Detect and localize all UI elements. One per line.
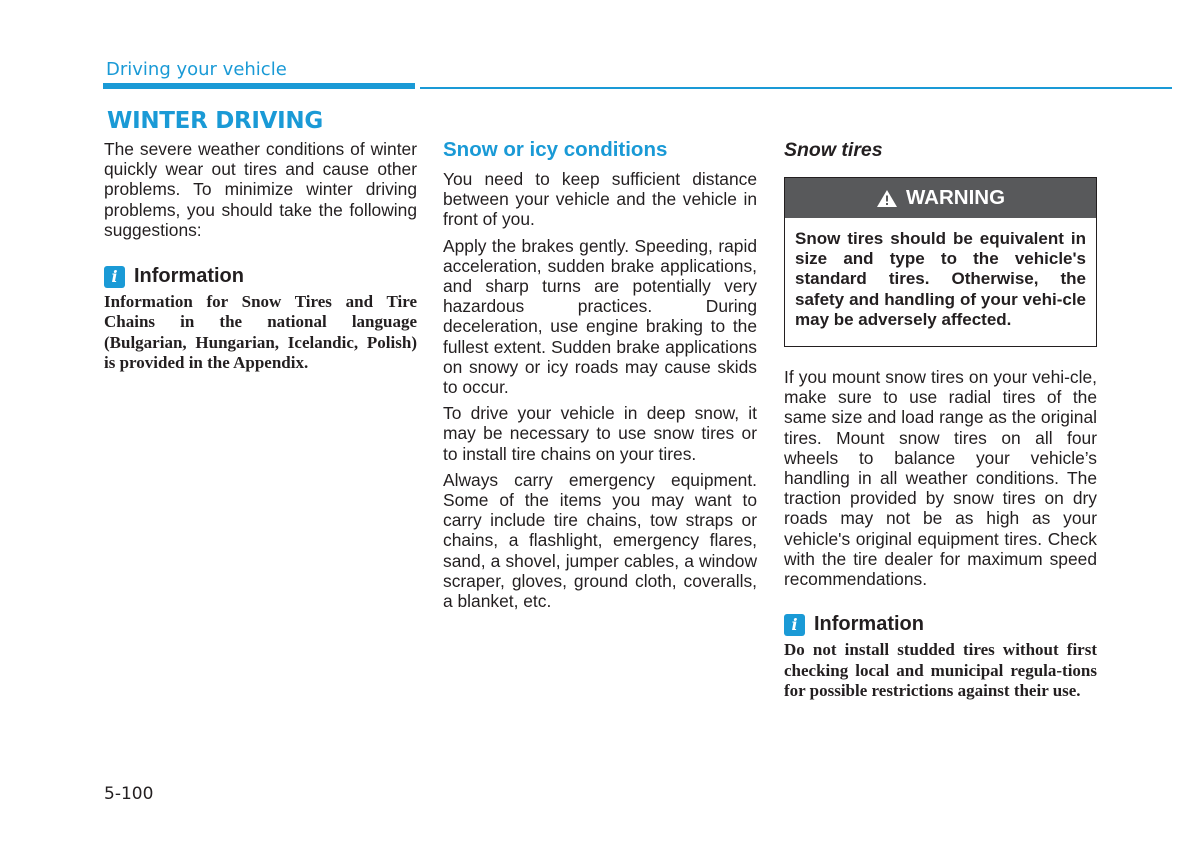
paragraph-braking: Apply the brakes gently. Speeding, rapid acceleration, sudden brake applications, and sharp turns are potentially very hazardous practices. During deceleration, use engine braking to the fullest extent. Sudden brake applications on snowy or icy roads may cause skids to occur. — [443, 235, 757, 398]
column-1 — [104, 139, 417, 373]
information-title: Information — [134, 265, 244, 288]
info-icon: i — [104, 266, 125, 288]
warning-header — [785, 178, 1096, 218]
warning-box — [784, 177, 1097, 347]
page-number: 5-100 — [104, 784, 154, 804]
information-header-2 — [784, 613, 1097, 636]
warning-text: Snow tires should be equivalent in size and type to the vehicle's standard tires. Otherwise, the safety and handling of your vehi-cle may be adversely affected. — [795, 229, 1086, 329]
paragraph-mount-snow-tires: If you mount snow tires on your vehi-cle, make sure to use radial tires of the same size and load range as the original tires. Mount snow tires on all four wheels to balance your vehicle’s handling in all weather conditions. The traction provided by snow tires on dry roads may not be as high as your vehicle's original equipment tires. Check with the tire dealer for maximum speed recommendations. — [784, 367, 1097, 590]
warning-title: WARNING — [905, 186, 1006, 209]
header-rule-thin — [420, 87, 1172, 89]
information-block — [104, 265, 417, 373]
page-title: WINTER DRIVING — [107, 108, 323, 134]
information-text: Information for Snow Tires and Tire Chains in the national language (Bulgarian, Hungarian, Icelandic, Polish) is provided in the Appendix. — [104, 292, 417, 372]
section-label: Driving your vehicle — [106, 59, 287, 80]
paragraph-deep-snow: To drive your vehicle in deep snow, it may be necessary to use snow tires or to install tire chains on your tires. — [443, 403, 757, 464]
paragraph-distance: You need to keep sufficient distance between your vehicle and the vehicle in front of you. — [443, 169, 757, 230]
snow-tires-heading: Snow tires — [784, 139, 883, 161]
information-text-2: Do not install studded tires without first checking local and municipal regula-tions for possible restrictions against their use. — [784, 640, 1097, 700]
information-title-2: Information — [814, 613, 924, 636]
warning-triangle-icon — [876, 189, 898, 208]
snow-icy-heading: Snow or icy conditions — [443, 138, 668, 161]
paragraph-emergency-equipment: Always carry emergency equipment. Some of the items you may want to carry include tire chains, tow straps or chains, a flashlight, emergency flares, sand, a shovel, jumper cables, a window scraper, gloves, ground cloth, coveralls, a blanket, etc. — [443, 469, 757, 612]
info-icon: i — [784, 614, 805, 636]
column-3 — [784, 139, 1097, 701]
information-header — [104, 265, 417, 288]
information-block-2 — [784, 613, 1097, 701]
column-2 — [443, 139, 757, 617]
header-rule-thick — [103, 83, 415, 89]
intro-paragraph: The severe weather conditions of winter quickly wear out tires and cause other problems. To minimize winter driving problems, you should take the following suggestions: — [104, 139, 417, 240]
